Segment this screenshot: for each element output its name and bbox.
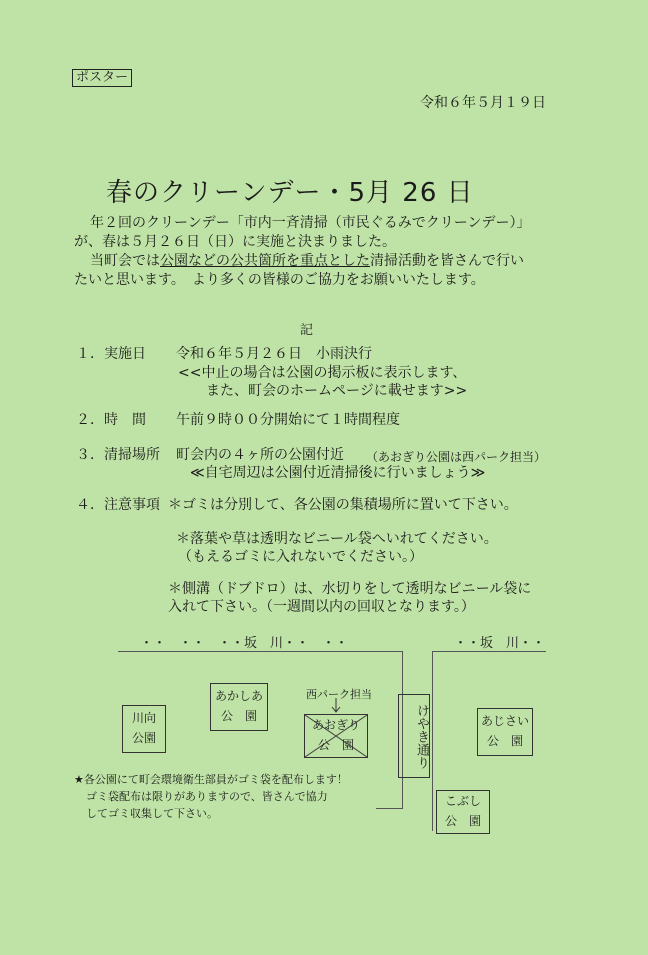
park-akashia-name: あかしあ [214,689,263,703]
intro-line-2: が、春は５月２６日（日）に実施と決まりました。 [74,234,396,250]
road-short [376,808,403,809]
item-1-note-1: <<中止の場合は公園の掲示板に表示します、 [178,365,467,381]
street-keyaki [398,694,430,778]
road-line-left [118,651,402,652]
item-2-body: 午前９時００分開始にて１時間程度 [176,412,400,428]
road-label-right: ・・坂 川・・ [454,636,546,651]
item-1-note-2: また、町会のホームページに載せます>> [206,383,468,399]
item-4-heading: ４．注意事項 [76,497,160,513]
memo-heading: 記 [300,323,314,338]
item-1-body: 令和６年５月２６日 小雨決行 [176,346,372,362]
park-kawamukai [122,705,166,753]
item-3-small-note: （あおぎり公園は西パーク担当） [366,450,547,464]
west-park-note: 西パーク担当 [306,688,372,701]
park-kawamukai-name: 川向 [131,711,156,725]
park-akashia [210,683,268,731]
page-title: 春のクリーンデー・5月 26 日 [106,178,474,208]
item-4-note-1b: （もえるゴミに入れないでください。） [178,549,423,565]
street-keyaki-label: けやき通り [414,703,429,769]
intro-line-4: たいと思います。 より多くの皆様のご協力をお願いいたします。 [74,272,485,288]
map-notice-3: してゴミ収集して下さい。 [86,807,218,820]
intro-line-3-post: 清掃活動を皆さんで行い [370,253,524,269]
item-4-note-2a: ＊側溝（ドブドロ）は、水切りをして透明なビニール袋に [168,581,532,597]
road-line-right [432,651,546,652]
arrow-down-icon [330,698,342,714]
item-4-note-1a: ＊落葉や草は透明なビニール袋へいれてください。 [176,531,498,547]
intro-line-3-underlined: 公園などの公共箇所を重点とした [160,253,370,269]
item-2-heading: ２．時 間 [76,412,146,428]
park-kobushi-name: こぶし [444,794,481,808]
intro-line-3-pre: 当町会では [90,253,160,269]
park-aogiri-name: あおぎり [311,718,360,732]
park-ajisai-suffix: 公 園 [486,734,523,748]
park-ajisai [477,708,533,756]
item-4-body: ＊ゴミは分別して、各公園の集積場所に置いて下さい。 [168,497,518,513]
issue-date: 令和６年５月１９日 [420,95,546,111]
road-label-left: ・・ ・・ ・・坂 川・・ ・・ [140,636,349,651]
park-akashia-suffix: 公 園 [220,709,257,723]
item-3-note: ≪自宅周辺は公園付近清掃後に行いましょう≫ [190,465,486,481]
park-kobushi [436,790,490,834]
road-vertical [432,651,433,831]
park-kawamukai-suffix: 公園 [131,731,156,745]
item-3-heading: ３．清掃場所 [76,447,160,463]
park-ajisai-name: あじさい [480,714,529,728]
item-3-body: 町会内の４ヶ所の公園付近 [176,447,344,463]
intro-line-1: 年２回のクリーンデー「市内一斉清掃（市民ぐるみでクリーンデー）」 [90,215,531,231]
map-notice-2: ゴミ袋配布は限りがありますので、皆さんで協力 [86,790,328,803]
item-4-note-2b: 入れて下さい。（一週間以内の回収となります。） [168,599,475,615]
intro-line-3 [90,252,524,271]
map-notice-1: ★各公園にて町会環境衛生部員がゴミ袋を配布します！ [74,773,348,786]
park-kobushi-suffix: 公 園 [444,814,481,828]
poster-tag: ポスター [72,69,132,87]
park-aogiri [304,714,368,758]
park-aogiri-suffix: 公 園 [317,738,354,752]
item-1-heading: １．実施日 [76,346,146,362]
